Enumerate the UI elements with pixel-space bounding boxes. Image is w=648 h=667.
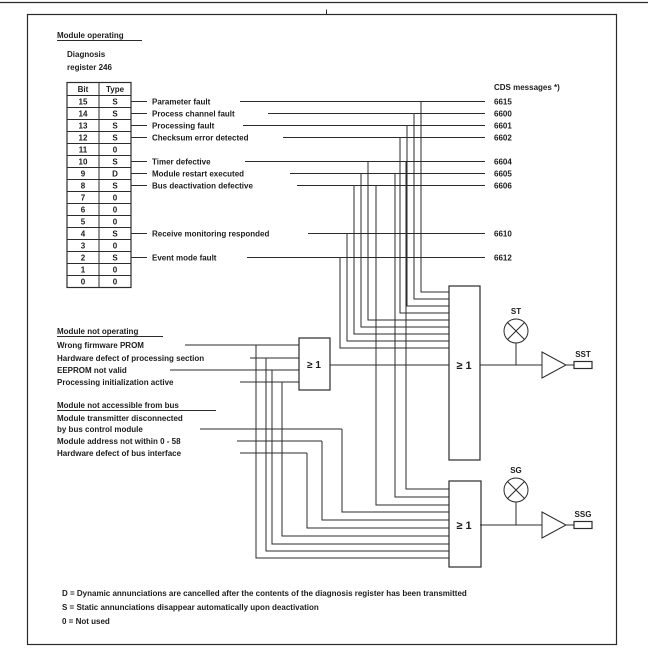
or-gate-label: ≥ 1 [307,360,321,371]
register-col-header: Bit [77,85,89,94]
lamp-cross-icon [508,482,525,499]
cds-header: CDS messages *) [494,83,560,92]
register-type: 0 [112,265,118,275]
amplifier-icon [542,352,566,378]
register-type: 0 [112,277,118,287]
st-output-chain [480,307,592,378]
register-type: 0 [112,193,118,203]
lamp-label: SG [510,466,522,475]
register-type: D [112,169,118,179]
cds-code: 6615 [494,97,512,107]
lamp-label: ST [510,307,522,316]
section-title: Module operating [57,31,124,40]
legend-line: D = Dynamic annunciations are cancelled after the contents of the diagnosis register has been transmitted [62,589,467,598]
signal-label: Parameter fault [152,97,211,107]
cds-code: 6604 [494,157,512,167]
fault-item: Module address not within 0 - 58 [57,437,181,446]
cds-code: 6605 [494,169,512,179]
signal-label: Receive monitoring responded [152,229,270,239]
or-gate-label: ≥ 1 [456,520,472,532]
register-caption: Diagnosis [67,50,106,59]
register-type: S [112,133,118,143]
cds-code: 6600 [494,109,512,119]
register-type: S [112,121,118,131]
fault-item: Wrong firmware PROM [57,341,144,350]
register-type: S [112,97,118,107]
cds-code: 6601 [494,121,512,131]
register-bit: 4 [80,229,86,239]
output-terminal [574,362,592,369]
cds-code: 6610 [494,229,512,239]
signal-drop-wires [340,102,449,506]
register-type: 0 [112,145,118,155]
signal-label: Processing fault [152,121,215,131]
register-caption: register 246 [67,63,112,72]
register-bit: 5 [80,217,86,227]
register-type: S [112,109,118,119]
output-label: SST [575,350,591,359]
amplifier-icon [542,512,566,538]
legend-line: 0 = Not used [62,617,110,626]
section-title: Module not operating [57,327,139,336]
bus-wires [200,429,449,528]
register-bit: 0 [80,277,86,287]
output-label: SSG [574,510,592,519]
legend-line: S = Static annunciations disappear automatically upon deactivation [62,603,319,612]
register-bit: 14 [78,109,88,119]
register-bit: 11 [78,145,88,155]
section-title: Module not accessible from bus [57,401,179,410]
cds-code: 6606 [494,181,512,191]
register-bit: 13 [78,121,88,131]
cds-code: 6602 [494,133,512,143]
register-bit: 8 [80,181,86,191]
signal-label: Event mode fault [152,253,217,263]
signal-label: Checksum error detected [152,133,249,143]
register-type: S [112,253,118,263]
fault-item: Module transmitter disconnected [57,414,183,423]
register-bit: 2 [80,253,86,263]
signal-label: Module restart executed [152,169,245,179]
signal-label: Timer defective [152,157,211,167]
signal-label: Process channel fault [152,109,235,119]
lamp-cross-icon [508,323,525,340]
or-gate-label: ≥ 1 [456,360,472,372]
cds-code: 6612 [494,253,512,263]
fault-item: EEPROM not valid [57,366,127,375]
sg-output-chain [480,466,592,538]
register-bit: 3 [80,241,86,251]
fault-item: Hardware defect of processing section [57,354,205,363]
fault-item: Hardware defect of bus interface [57,449,182,458]
register-bit: 12 [78,133,88,143]
register-bit: 1 [80,265,86,275]
register-bit: 9 [80,169,86,179]
or-gate-top [449,286,480,460]
signal-label: Bus deactivation defective [152,181,253,191]
register-type: 0 [112,241,118,251]
register-bit: 7 [80,193,86,203]
register-bit: 6 [80,205,86,215]
register-col-header: Type [105,85,125,94]
fault-item: by bus control module [57,425,143,434]
register-type: 0 [112,205,118,215]
register-type: S [112,229,118,239]
diagnosis-register-table [67,83,131,288]
register-bit: 15 [78,97,88,107]
output-terminal [574,522,592,529]
register-bit: 10 [78,157,88,167]
register-type: S [112,157,118,167]
register-type: S [112,181,118,191]
register-type: 0 [112,217,118,227]
fault-item: Processing initialization active [57,378,174,387]
